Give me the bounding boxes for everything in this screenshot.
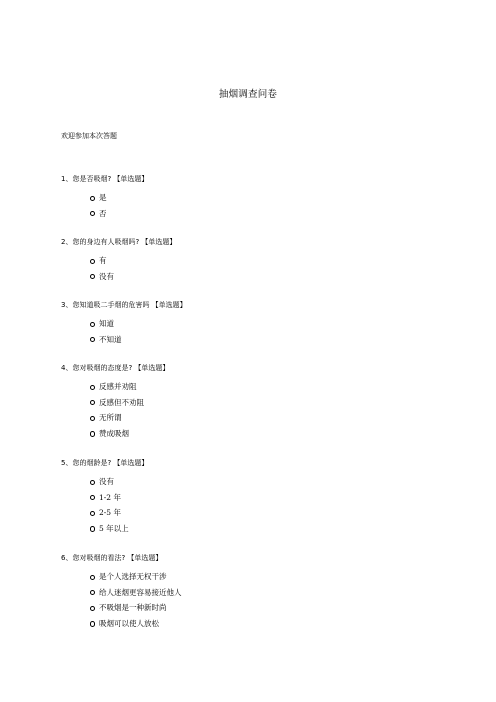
option-label: 没有: [99, 271, 114, 281]
option-item[interactable]: [61, 381, 461, 397]
option-item[interactable]: [61, 507, 461, 523]
radio-bullet-icon: [90, 590, 95, 595]
radio-bullet-icon: [90, 511, 95, 516]
option-label: 1-2 年: [99, 492, 121, 502]
radio-bullet-icon: [90, 416, 95, 421]
question-title: 5、您的烟龄是? 【单选题】: [61, 459, 149, 467]
radio-bullet-icon: [90, 385, 95, 390]
option-item[interactable]: [61, 428, 461, 444]
radio-bullet-icon: [90, 322, 95, 327]
option-label: 不知道: [99, 334, 122, 344]
option-item[interactable]: [61, 618, 461, 634]
option-label: 有: [99, 256, 107, 265]
option-label: 反感并劝阻: [99, 382, 137, 391]
option-item[interactable]: [61, 318, 461, 334]
question-5: [61, 457, 461, 538]
option-item[interactable]: [61, 587, 461, 603]
radio-bullet-icon: [90, 606, 95, 611]
radio-bullet-icon: [90, 400, 95, 405]
radio-bullet-icon: [90, 196, 95, 201]
question-title: 4、您对吸烟的态度是? 【单选题】: [61, 364, 170, 372]
radio-bullet-icon: [90, 337, 95, 342]
option-item[interactable]: [61, 523, 461, 539]
question-2: [61, 236, 461, 286]
option-label: 吸烟可以使人放松: [99, 618, 159, 628]
option-label: 2-5 年: [99, 508, 121, 518]
option-item[interactable]: [61, 476, 461, 492]
option-label: 不吸烟是一种新时尚: [99, 603, 167, 613]
option-item[interactable]: [61, 271, 461, 287]
option-label: 无所谓: [99, 413, 122, 423]
option-item[interactable]: [61, 412, 461, 428]
option-item[interactable]: [61, 602, 461, 618]
question-title: 1、您是否吸烟? 【单选题】: [61, 175, 149, 183]
question-6: [61, 552, 461, 633]
option-item[interactable]: [61, 571, 461, 587]
question-1: [61, 173, 461, 223]
option-item[interactable]: [61, 255, 461, 271]
option-label: 给人迷烟更容易接近他人: [99, 587, 182, 597]
radio-bullet-icon: [90, 495, 95, 500]
radio-bullet-icon: [90, 431, 95, 436]
radio-bullet-icon: [90, 259, 95, 264]
option-label: 是: [99, 193, 107, 202]
option-label: 是个人选择无权干涉: [99, 572, 167, 581]
option-label: 赞成吸烟: [99, 428, 129, 438]
document-title: 抽烟调查问卷: [218, 89, 278, 100]
option-item[interactable]: [61, 192, 461, 208]
radio-bullet-icon: [90, 274, 95, 279]
radio-bullet-icon: [90, 575, 95, 580]
option-item[interactable]: [61, 334, 461, 350]
option-label: 没有: [99, 477, 114, 486]
option-label: 否: [99, 208, 107, 218]
radio-bullet-icon: [90, 621, 95, 626]
question-3: [61, 299, 461, 349]
option-item[interactable]: [61, 208, 461, 224]
option-label: 知道: [99, 319, 114, 328]
radio-bullet-icon: [90, 526, 95, 531]
question-title: 6、您对吸烟的看法? 【单选题】: [61, 554, 163, 562]
radio-bullet-icon: [90, 211, 95, 216]
option-label: 反感但不劝阻: [99, 397, 144, 407]
option-item[interactable]: [61, 492, 461, 508]
radio-bullet-icon: [90, 480, 95, 485]
intro-text: 欢迎参加本次答题: [61, 132, 117, 140]
question-title: 3、您知道吸二手烟的危害吗 【单选题】: [61, 301, 187, 309]
option-label: 5 年以上: [99, 523, 129, 533]
option-item[interactable]: [61, 397, 461, 413]
question-title: 2、您的身边有人吸烟吗? 【单选题】: [61, 238, 177, 246]
question-4: [61, 362, 461, 443]
